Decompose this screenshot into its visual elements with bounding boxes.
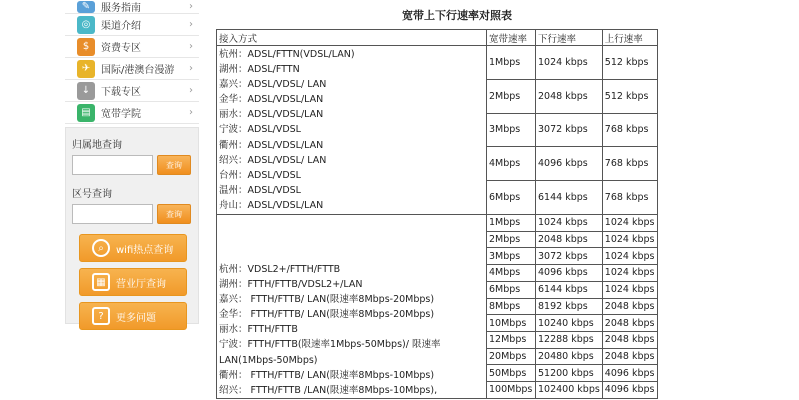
upstream-cell: 2048 kbps (602, 315, 657, 332)
channel-icon: ◎ (77, 16, 95, 34)
location-query-input[interactable] (72, 155, 153, 175)
sidebar-item-downloads[interactable] (65, 80, 199, 102)
downstream-cell: 4096 kbps (536, 147, 603, 181)
wifi-hotspot-button[interactable] (79, 234, 187, 262)
access-method-cell (217, 46, 487, 215)
downstream-cell: 20480 kbps (536, 348, 603, 365)
downstream-cell: 6144 kbps (536, 181, 603, 215)
bandwidth-cell: 6Mbps (487, 181, 536, 215)
column-header-access-method: 接入方式 (217, 30, 487, 46)
upstream-cell: 512 kbps (602, 46, 657, 80)
method-text: 衢州： FTTH/FTTB/ LAN(限速率8Mbps-10Mbps) (219, 369, 435, 381)
bandwidth-cell: 2Mbps (487, 231, 536, 248)
upstream-cell: 2048 kbps (602, 331, 657, 348)
upstream-cell: 512 kbps (602, 79, 657, 113)
bandwidth-cell: 50Mbps (487, 365, 536, 382)
sidebar-nav (65, 0, 199, 124)
service-hall-label: 营业厅查询 (116, 278, 166, 290)
area-code-query-input[interactable] (72, 204, 153, 224)
sidebar-item-label: 宽带学院 (101, 109, 141, 120)
guide-icon: ✎ (77, 1, 95, 13)
chevron-right-icon: › (189, 63, 193, 74)
method-text: 温州：ADSL/VDSL (219, 184, 301, 196)
bandwidth-cell: 1Mbps (487, 46, 536, 80)
downstream-cell: 6144 kbps (536, 281, 603, 298)
downstream-cell: 3072 kbps (536, 248, 603, 265)
bandwidth-cell: 100Mbps (487, 382, 536, 399)
academy-icon: ▤ (77, 104, 95, 122)
sidebar-item-service-guide[interactable] (65, 0, 199, 14)
method-text: 金华： FTTH/FTTB/ LAN(限速率8Mbps-20Mbps) (219, 309, 435, 321)
fee-icon: $ (77, 38, 95, 56)
column-header-downstream: 下行速率 (536, 30, 603, 46)
method-text: 绍兴： FTTH/FTTB /LAN(限速率8Mbps-10Mbps), (219, 384, 438, 396)
downstream-cell: 1024 kbps (536, 214, 603, 231)
chevron-right-icon: › (189, 85, 193, 96)
upstream-cell: 2048 kbps (602, 298, 657, 315)
area-code-query-label: 区号查询 (72, 189, 112, 200)
bandwidth-cell: 3Mbps (487, 248, 536, 265)
sidebar-item-channels[interactable] (65, 14, 199, 36)
bandwidth-cell: 12Mbps (487, 331, 536, 348)
sidebar-item-label: 下载专区 (101, 87, 141, 98)
chevron-right-icon: › (189, 41, 193, 52)
downstream-cell: 102400 kbps (536, 382, 603, 399)
method-text: 绍兴：ADSL/VDSL/ LAN (219, 154, 327, 166)
downstream-cell: 1024 kbps (536, 46, 603, 80)
wifi-icon: ⌕ (92, 239, 110, 257)
access-method-cell (217, 214, 487, 398)
column-header-bandwidth: 宽带速率 (487, 30, 536, 46)
chevron-right-icon: › (189, 107, 193, 118)
method-text: 湖州：ADSL/FTTN (219, 64, 300, 76)
table-row (217, 46, 658, 80)
upstream-cell: 768 kbps (602, 113, 657, 147)
bandwidth-cell: 3Mbps (487, 113, 536, 147)
downstream-cell: 10240 kbps (536, 315, 603, 332)
upstream-cell: 1024 kbps (602, 214, 657, 231)
upstream-cell: 768 kbps (602, 181, 657, 215)
method-text: 杭州：VDSL2+/FTTH/FTTB (219, 263, 341, 275)
method-text: 湖州：FTTH/FTTB/VDSL2+/LAN (219, 279, 363, 291)
bandwidth-cell: 2Mbps (487, 79, 536, 113)
downstream-cell: 12288 kbps (536, 331, 603, 348)
upstream-cell: 1024 kbps (602, 248, 657, 265)
building-icon: ▦ (92, 273, 110, 291)
more-questions-label: 更多问题 (116, 312, 156, 324)
downstream-cell: 51200 kbps (536, 365, 603, 382)
sidebar-item-label: 服务指南 (101, 3, 141, 14)
upstream-cell: 1024 kbps (602, 281, 657, 298)
service-hall-button[interactable] (79, 268, 187, 296)
table-row (217, 214, 658, 231)
method-text: 丽水：ADSL/VDSL/LAN (219, 109, 324, 121)
wifi-hotspot-label: wifi热点查询 (116, 244, 174, 256)
method-text: 嘉兴：ADSL/VDSL/ LAN (219, 79, 327, 91)
method-text: 衢州：ADSL/VDSL/LAN (219, 139, 324, 151)
query-panel (65, 127, 199, 324)
upstream-cell: 1024 kbps (602, 231, 657, 248)
location-query-button[interactable]: 查询 (157, 155, 191, 175)
downstream-cell: 8192 kbps (536, 298, 603, 315)
sidebar-item-label: 国际/港澳台漫游 (101, 65, 175, 76)
method-text: 台州：ADSL/VDSL (219, 169, 301, 181)
method-text: 宁波：FTTH/FTTB(限速率1Mbps-50Mbps)/ 限速率LAN(1Mbps-50Mbps) (219, 339, 441, 366)
upstream-cell: 4096 kbps (602, 382, 657, 399)
sidebar-item-roaming[interactable] (65, 58, 199, 80)
download-icon: ↓ (77, 82, 95, 100)
downstream-cell: 2048 kbps (536, 79, 603, 113)
chevron-right-icon: › (189, 19, 193, 30)
column-header-upstream: 上行速率 (602, 30, 657, 46)
sidebar-item-academy[interactable] (65, 102, 199, 124)
more-questions-button[interactable] (79, 302, 187, 330)
method-text: 宁波：ADSL/VDSL (219, 124, 301, 136)
bandwidth-cell: 8Mbps (487, 298, 536, 315)
method-text: 丽水：FTTH/FTTB (219, 324, 298, 336)
bandwidth-cell: 6Mbps (487, 281, 536, 298)
page-title: 宽带上下行速率对照表 (402, 9, 512, 22)
method-text: 金华：ADSL/VDSL/LAN (219, 94, 324, 106)
method-text: 舟山：ADSL/VDSL/LAN (219, 199, 324, 211)
downstream-cell: 3072 kbps (536, 113, 603, 147)
method-text: 杭州：ADSL/FTTN(VDSL/LAN) (219, 49, 355, 60)
location-query-label: 归属地查询 (72, 140, 122, 151)
downstream-cell: 4096 kbps (536, 265, 603, 282)
bandwidth-cell: 4Mbps (487, 265, 536, 282)
rate-table (216, 29, 658, 399)
sidebar-item-label: 资费专区 (101, 43, 141, 54)
upstream-cell: 4096 kbps (602, 365, 657, 382)
sidebar-item-label: 渠道介绍 (101, 21, 141, 32)
bandwidth-cell: 20Mbps (487, 348, 536, 365)
bandwidth-cell: 4Mbps (487, 147, 536, 181)
question-icon: ? (92, 307, 110, 325)
upstream-cell: 1024 kbps (602, 265, 657, 282)
upstream-cell: 2048 kbps (602, 348, 657, 365)
downstream-cell: 2048 kbps (536, 231, 603, 248)
area-code-query-button[interactable]: 查询 (157, 204, 191, 224)
upstream-cell: 768 kbps (602, 147, 657, 181)
bandwidth-cell: 1Mbps (487, 214, 536, 231)
chevron-right-icon: › (189, 1, 193, 12)
roaming-icon: ✈ (77, 60, 95, 78)
sidebar-item-fees[interactable] (65, 36, 199, 58)
method-text: 嘉兴： FTTH/FTTB/ LAN(限速率8Mbps-20Mbps) (219, 294, 435, 306)
bandwidth-cell: 10Mbps (487, 315, 536, 332)
